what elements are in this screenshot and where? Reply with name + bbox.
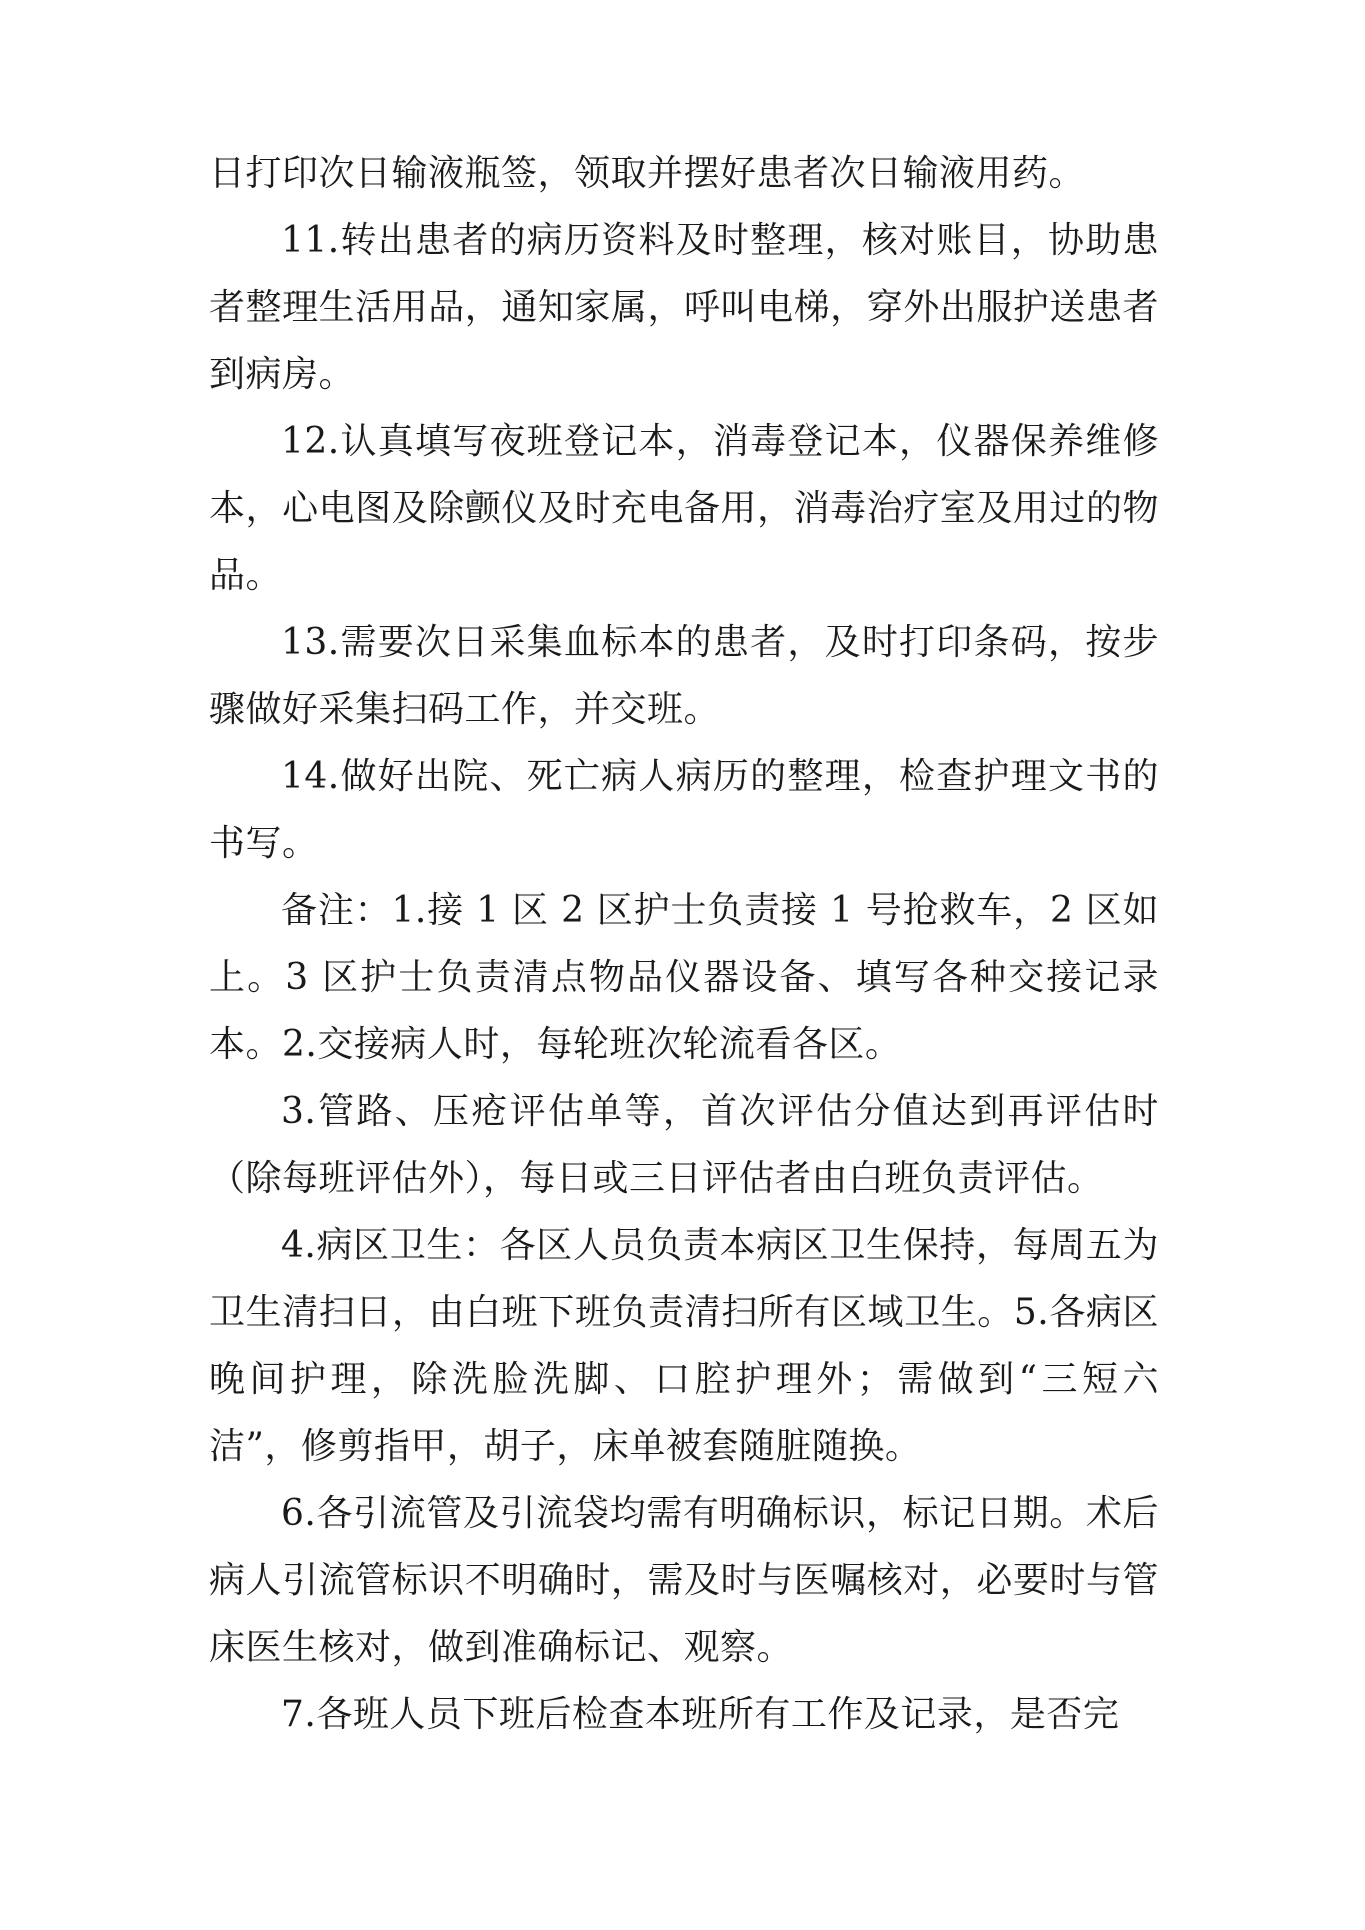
paragraph-item-11: 11.转出患者的病历资料及时整理，核对账目，协助患者整理生活用品，通知家属，呼叫电梯，穿外出服护送患者到病房。 xyxy=(209,220,1159,395)
paragraph-remark-3: 3.管路、压疮评估单等，首次评估分值达到再评估时（除每班评估外），每日或三日评估者由白班负责评估。 xyxy=(209,1091,1159,1199)
paragraph-continuation: 日打印次日输液瓶签，领取并摆好患者次日输液用药。 xyxy=(209,153,1086,194)
paragraph-remark-4-5: 4.病区卫生：各区人员负责本病区卫生保持，每周五为卫生清扫日，由白班下班负责清扫所有区域卫生。5.各病区晚间护理，除洗脸洗脚、口腔护理外；需做到“三短六洁”，修剪指甲，胡子，床单被套随脏随换。 xyxy=(209,1225,1159,1467)
paragraph-remark-7: 7.各班人员下班后检查本班所有工作及记录，是否完 xyxy=(281,1694,1120,1735)
paragraph-item-14: 14.做好出院、死亡病人病历的整理，检查护理文书的书写。 xyxy=(209,756,1159,864)
paragraph-remarks: 备注：1.接 1 区 2 区护士负责接 1 号抢救车，2 区如上。3 区护士负责清点物品仪器设备、填写各种交接记录本。2.交接病人时，每轮班次轮流看各区。 xyxy=(209,890,1159,1065)
document-body xyxy=(209,140,1159,1748)
paragraph-item-13: 13.需要次日采集血标本的患者，及时打印条码，按步骤做好采集扫码工作，并交班。 xyxy=(209,622,1159,730)
paragraph-item-12: 12.认真填写夜班登记本，消毒登记本，仪器保养维修本，心电图及除颤仪及时充电备用，消毒治疗室及用过的物品。 xyxy=(209,421,1159,596)
paragraph-remark-6: 6.各引流管及引流袋均需有明确标识，标记日期。术后病人引流管标识不明确时，需及时与医嘱核对，必要时与管床医生核对，做到准确标记、观察。 xyxy=(209,1493,1159,1668)
